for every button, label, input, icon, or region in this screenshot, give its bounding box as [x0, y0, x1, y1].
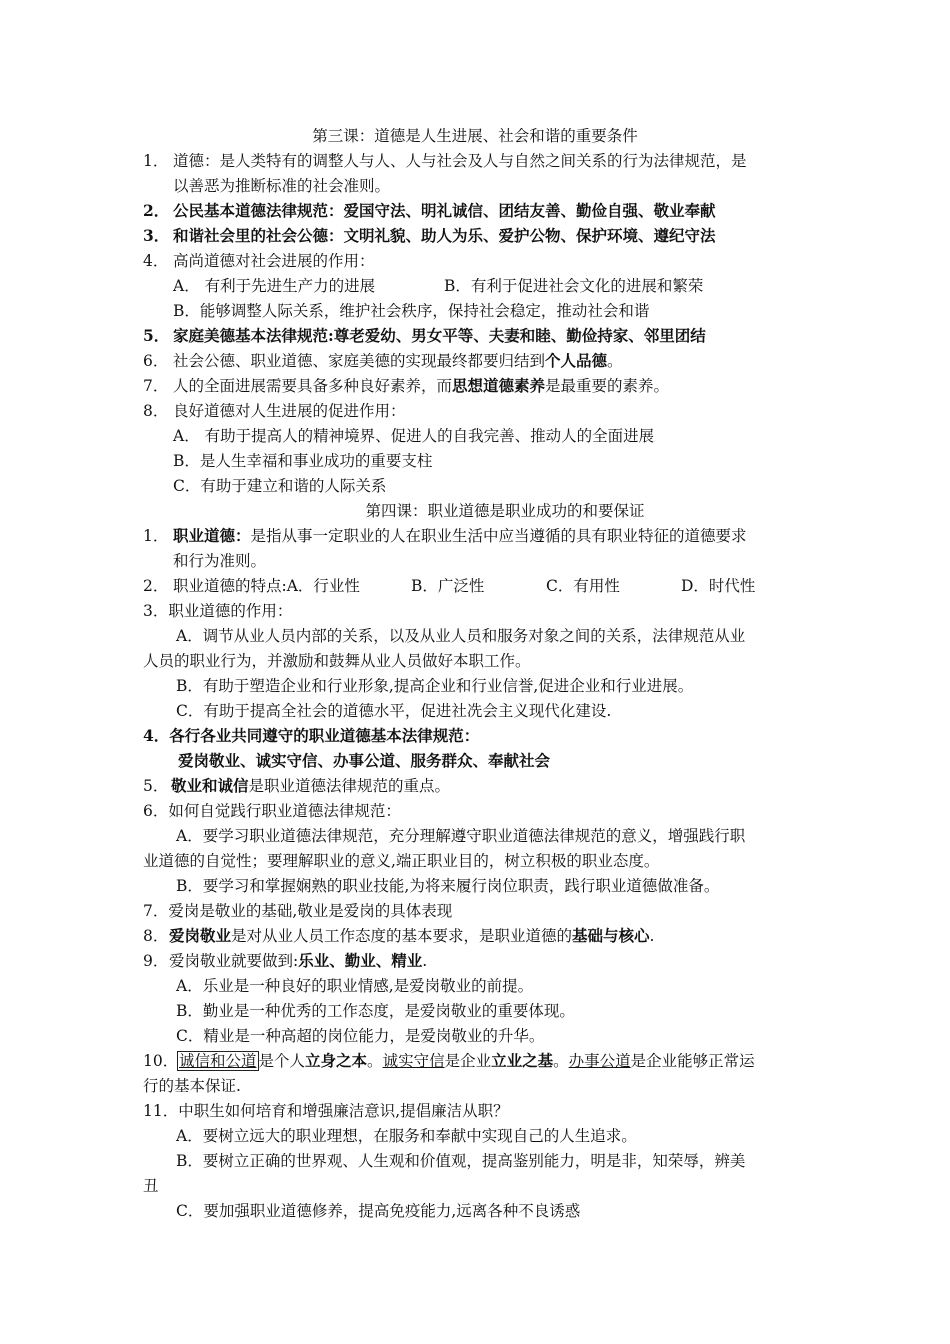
j11-option-a: A．要树立远大的职业理想，在服务和奉献中实现自己的人生追求。	[176, 1127, 637, 1145]
item-4-option-c: B．能够调整人际关系，维护社会秩序，保持社会稳定，推动社会和谐	[173, 302, 650, 320]
item-4-option-b: B．有利于促进社会文化的进展和繁荣	[444, 277, 704, 295]
item-number: 8．	[143, 927, 169, 945]
j6-b: B．要学习和掌握娴熟的职业技能,为将来履行岗位职责，践行职业道德做准备。	[176, 877, 720, 895]
item-number: 1．	[143, 527, 169, 545]
j2-option-d: D．时代性	[681, 577, 756, 595]
item-2-text: 公民基本道德法律规范：爱国守法、明礼诚信、团结友善、勤俭自强、敬业奉献	[173, 201, 716, 220]
j6-a-line1: A．要学习职业道德法律规范，充分理解遵守职业道德法律规范的意义，增强践行职	[176, 827, 746, 845]
item-number: 5．	[143, 777, 169, 795]
item-number: 2．	[143, 577, 169, 595]
j11-option-b-line2: 丑	[143, 1177, 159, 1195]
j11-heading: 11．中职生如何培育和增强廉洁意识,提倡廉洁从职？	[143, 1102, 509, 1120]
j9-option-c: C．精业是一种高超的岗位能力，是爱岗敬业的升华。	[176, 1027, 545, 1045]
item-8-option-c: C．有助于建立和谐的人际关系	[173, 477, 387, 495]
item-number: 6．	[143, 352, 169, 370]
item-4-option-a: A． 有利于先进生产力的进展	[173, 277, 376, 295]
item-number: 5．	[143, 326, 170, 345]
item-number: 7．	[143, 377, 169, 395]
lesson4-title: 第四课：职业道德是职业成功的和要保证	[365, 502, 645, 520]
item-6-text: 社会公德、职业道德、家庭美德的实现最终都要归结到个人品德。	[173, 351, 623, 370]
j6-heading: 6．如何自觉践行职业道德法律规范：	[143, 802, 401, 820]
j3-c: C．有助于提高全社会的道德水平，促进社冼会主义现代化建设.	[176, 702, 612, 720]
item-number: 10．	[143, 1052, 179, 1070]
j2-option-c: C．有用性	[546, 577, 620, 595]
j8-text: 爱岗敬业是对从业人员工作态度的基本要求，是职业道德的基础与核心.	[169, 926, 655, 945]
item-number: 4．	[143, 252, 169, 270]
j6-a-line2: 业道德的自觉性；要理解职业的意义,端正职业目的，树立积极的职业态度。	[143, 852, 660, 870]
item-number: 9．	[143, 952, 169, 970]
j11-option-b-line1: B．要树立正确的世界观、人生观和价值观，提高鉴别能力，明是非，知荣辱，辨美	[176, 1152, 746, 1170]
j4-heading: 4．各行各业共同遵守的职业道德基本法律规范：	[143, 726, 480, 745]
lesson3-title: 第三课：道德是人生进展、社会和谐的重要条件	[312, 127, 638, 145]
item-1-text-cont: 以善恶为推断标准的社会准则。	[173, 177, 391, 195]
j2-label: 职业道德的特点:A．行业性	[173, 577, 360, 595]
item-8-option-a: A． 有助于提高人的精神境界、促进人的自我完善、推动人的全面进展	[173, 427, 655, 445]
j5-text: 敬业和诚信是职业道德法律规范的重点。	[171, 776, 451, 795]
item-number: 3．	[143, 226, 170, 245]
j2-option-b: B．广泛性	[411, 577, 485, 595]
j10-text-cont: 行的基本保证.	[143, 1077, 241, 1095]
j11-option-c: C．要加强职业道德修养，提高免疫能力,远离各种不良诱惑	[176, 1202, 581, 1220]
item-number: 1．	[143, 152, 169, 170]
item-8-text: 良好道德对人生进展的促进作用：	[173, 402, 406, 420]
j3-b: B．有助于塑造企业和行业形象,提高企业和行业信誉,促进企业和行业进展。	[176, 677, 694, 695]
j10-text: 诚信和公道 是个人立身之本。诚实守信是企业立业之基。办事公道是企业能够正常运	[179, 1051, 755, 1070]
item-1-text: 道德：是人类特有的调整人与人、人与社会及人与自然之间关系的行为法律规范，是	[173, 152, 747, 170]
item-4-text: 高尚道德对社会进展的作用：	[173, 252, 375, 270]
item-number: 8．	[143, 402, 169, 420]
item-3-text: 和谐社会里的社会公德：文明礼貌、助人为乐、爱护公物、保护环境、遵纪守法	[173, 226, 716, 245]
item-7-text: 人的全面进展需要具备多种良好素养，而思想道德素养是最重要的素养。	[173, 376, 670, 395]
j9-option-b: B．勤业是一种优秀的工作态度，是爱岗敬业的重要体现。	[176, 1002, 575, 1020]
j4-list: 爱岗敬业、诚实守信、办事公道、服务群众、奉献社会	[178, 751, 551, 770]
item-number: 2．	[143, 201, 170, 220]
j3-a-line2: 人员的职业行为，并激励和鼓舞从业人员做好本职工作。	[143, 652, 531, 670]
j9-option-a: A．乐业是一种良好的职业情感,是爱岗敬业的前提。	[176, 977, 534, 995]
item-5-text: 家庭美德基本法律规范:尊老爱幼、男女平等、夫妻和睦、勤俭持家、邻里团结	[173, 326, 706, 345]
j3-heading: 3．职业道德的作用：	[143, 602, 293, 620]
j9-text: 爱岗敬业就要做到:乐业、勤业、精业.	[169, 951, 428, 970]
j7-text: 7．爱岗是敬业的基础,敬业是爱岗的具体表现	[143, 902, 453, 920]
j1-text-cont: 和行为准则。	[173, 552, 267, 570]
j1-text: 职业道德：是指从事一定职业的人在职业生活中应当遵循的具有职业特征的道德要求	[173, 526, 747, 545]
item-8-option-b: B．是人生幸福和事业成功的重要支柱	[173, 452, 433, 470]
j3-a-line1: A．调节从业人员内部的关系，以及从业人员和服务对象之间的关系，法律规范从业	[176, 627, 746, 645]
